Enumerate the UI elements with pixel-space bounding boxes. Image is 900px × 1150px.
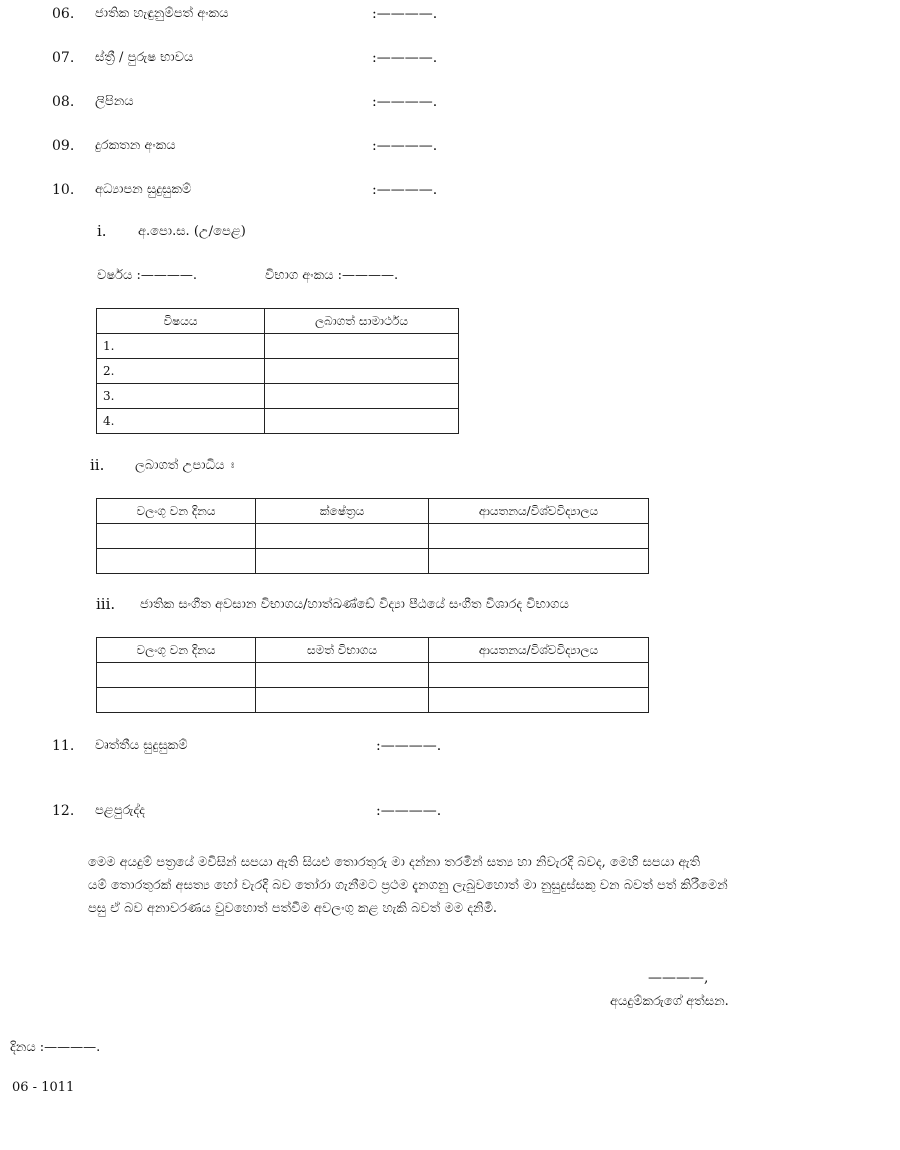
section-iii-title: ජාතික සංගීත අවසාන විභාගය/හාත්ඛණ්ඩේ විද්‍යා පීඨයේ සංගීත විශාරද විභාගය [140,597,569,612]
table-cell[interactable] [97,663,256,688]
table-header: ක්ෂේත්‍රය [256,499,429,524]
table-cell[interactable] [429,688,649,713]
section-ii-title: ලබාගත් උපාධිය ඃ [135,458,235,473]
field-blank-education[interactable]: :————. [372,182,438,198]
field-blank-phone[interactable]: :————. [372,138,438,154]
field-blank-nic[interactable]: :————. [372,6,438,22]
field-number: 08. [52,94,75,110]
table-header: ලබාගත් සාමාර්ථය [265,309,459,334]
field-blank-experience[interactable]: :————. [376,803,442,819]
field-number: 12. [52,803,75,819]
field-blank-gender[interactable]: :————. [372,50,438,66]
field-number: 10. [52,182,75,198]
year-field[interactable]: වර්ෂය :————. [97,268,197,283]
field-label-nic: ජාතික හැඳුනුම්පත් අංකය [95,6,229,21]
table-header: සමත් විභාගය [256,638,429,663]
table-cell[interactable] [97,688,256,713]
table-cell[interactable] [97,549,256,574]
section-ii-numeral: ii. [90,456,105,474]
table-header: විෂයය [97,309,265,334]
signature-line[interactable]: ————, [648,970,709,986]
table-cell[interactable]: 2. [97,359,265,384]
table-cell[interactable] [256,549,429,574]
section-iii-numeral: iii. [96,595,116,613]
date-field[interactable]: දිනය :————. [10,1040,101,1055]
table-cell[interactable] [256,524,429,549]
declaration-line: යම් තොරතුරක් අසත්‍ය හෝ වැරදි බව තෝරා ගැනීමට ප්‍රථම දැනගනු ලැබුවහොත් මා නුසුදුස්සකු වන බවත් පත් කිරීමෙන් [88,878,728,893]
al-results-table [96,308,459,434]
table-cell[interactable] [265,384,459,409]
field-blank-professional[interactable]: :————. [376,738,442,754]
declaration-line: මෙම අයදුම් පත්‍රයේ මවිසින් සපයා ඇති සියළු තොරතුරු මා දන්නා තරමින් සත්‍ය හා නිවැරදි බවද, මෙහි සපයා ඇති [88,855,701,870]
declaration-paragraph [88,851,888,920]
field-label-education: අධ්‍යාපන සුදුසුකම් [95,182,192,197]
field-number: 09. [52,138,75,154]
section-i-title: අ.පො.ස. (උ/පෙළ) [138,224,246,239]
table-cell[interactable] [256,663,429,688]
table-cell[interactable]: 4. [97,409,265,434]
signature-caption: අයදුම්කරුගේ අත්සන. [610,994,729,1009]
section-i-numeral: i. [97,222,107,240]
table-header: වලංගු වන දිනය [97,638,256,663]
table-cell[interactable]: 1. [97,334,265,359]
declaration-line: පසු ඒ බව අනාවරණය වුවහොත් පත්වීම අවලංගු කළ හැකි බවත් මම දනිමි. [88,901,498,916]
document-code: 06 - 1011 [12,1080,75,1095]
field-label-gender: ස්ත්‍රී / පුරුෂ භාවය [95,50,194,65]
index-number-field[interactable]: විභාග අංකය :————. [265,268,399,283]
table-cell[interactable] [429,549,649,574]
field-label-address: ලිපිනය [95,94,134,109]
field-label-experience: පළපුරුද්ද [95,803,145,818]
table-cell[interactable] [265,359,459,384]
table-cell[interactable] [97,524,256,549]
table-header: ආයතනය/විශ්වවිද්‍යාලය [429,638,649,663]
table-cell[interactable] [265,409,459,434]
degree-table [96,498,649,574]
table-header: වලංගු වන දිනය [97,499,256,524]
music-exam-table [96,637,649,713]
table-cell[interactable] [256,688,429,713]
field-label-phone: දුරකතන අංකය [95,138,176,153]
table-cell[interactable] [265,334,459,359]
field-number: 11. [52,738,75,754]
field-label-professional: වෘත්තීය සුදුසුකම් [95,738,188,753]
table-cell[interactable]: 3. [97,384,265,409]
table-cell[interactable] [429,663,649,688]
field-blank-address[interactable]: :————. [372,94,438,110]
field-number: 07. [52,50,75,66]
table-cell[interactable] [429,524,649,549]
table-header: ආයතනය/විශ්වවිද්‍යාලය [429,499,649,524]
field-number: 06. [52,6,75,22]
